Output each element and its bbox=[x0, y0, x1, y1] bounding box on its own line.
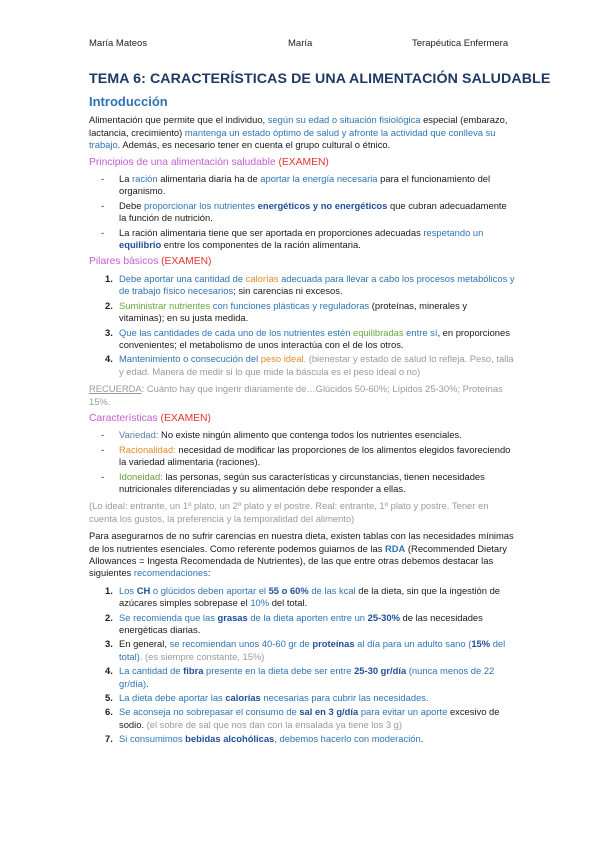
pilares-heading: Pilares básicos (EXAMEN) bbox=[89, 256, 212, 268]
page-title: TEMA 6: CARACTERÍSTICAS DE UNA ALIMENTACIÓN SALUDABLE bbox=[89, 71, 551, 87]
rda-paragraph: Para asegurarnos de no sufrir carencias en nuestra dieta, existen tablas con las necesidades mínimas de los nutrientes esenciales. Como referente podemos guiarnos de las RDA (Recommended Dietary Allowances = Ingesta Recomendada de Nutrientes), de las que entre otras debemos destacar las siguientes recomendaciones: bbox=[89, 530, 514, 579]
list-item: 7. Si consumimos bebidas alcohólicas, debemos hacerlo con moderación. bbox=[105, 733, 424, 745]
caracteristicas-list bbox=[89, 429, 515, 495]
intro-paragraph: Alimentación que permite que el individuo, según su edad o situación fisiológica especial (embarazo, lactancia, crecimiento) mantenga un estado óptimo de salud y afronte la actividad que conlleva su trabajo. Además, es necesario tener en cuenta el grupo cultural o étnico. bbox=[89, 114, 508, 151]
list-item: 4. Mantenimiento o consecución del peso ideal. (bienestar y estado de salud lo refleja. Peso, talla y edad. Manera de medir si lo que mide la báscula es el peso ideal o no) bbox=[105, 353, 514, 377]
principios-list bbox=[89, 173, 515, 251]
list-item: 5. La dieta debe aportar las calorías necesarias para cubrir las necesidades. bbox=[105, 692, 429, 704]
header-author: María Mateos bbox=[89, 38, 148, 49]
list-item: - La ración alimentaria tiene que ser aportada en proporciones adecuadas respetando un equilibrio entre los componentes de la ración alimentaria. bbox=[101, 226, 484, 251]
caracteristicas-note: (Lo ideal: entrante, un 1º plato, un 2º plato y el postre. Real: entrante, 1º plato y postre. Tener en cuenta los gustos, la preferencia y la temporalidad del alimento) bbox=[89, 500, 489, 524]
list-item: 3. En general, se recomiendan unos 40-60 gr de proteínas al día para un adulto sano (15% del total). (es siempre constante, 15%) bbox=[105, 638, 506, 662]
recuerda-note: RECUERDA: Cuánto hay que ingerir diariamente de…Glúcidos 50-60%; Lípidos 25-30%; Proteínas 15%. bbox=[89, 383, 503, 407]
list-item: - Racionalidad: necesidad de modificar las proporciones de los alimentos elegidos favoreciendo la variedad alimentaria (raciones). bbox=[101, 443, 511, 468]
header-subject: Terapéutica Enfermera bbox=[412, 38, 509, 49]
list-item: 1. Debe aportar una cantidad de calorías adecuada para llevar a cabo los procesos metabólicos y de trabajo físico necesarios; sin carencias ni excesos. bbox=[105, 272, 515, 297]
list-item: - Variedad: No existe ningún alimento que contenga todos los nutrientes esenciales. bbox=[101, 429, 462, 441]
recomendaciones-list bbox=[89, 585, 515, 746]
principios-heading: Principios de una alimentación saludable (EXAMEN) bbox=[89, 156, 329, 168]
list-item: - Idoneidad: las personas, según sus características y circunstancias, tienen necesidades nutricionales diferenciadas y su alimentación debe responder a ellas. bbox=[101, 470, 485, 494]
header-center: María bbox=[288, 38, 313, 49]
list-item: - Debe proporcionar los nutrientes energéticos y no energéticos que cubran adecuadamente la función de nutrición. bbox=[101, 199, 507, 224]
intro-heading: Introducción bbox=[89, 94, 168, 109]
list-item: - La ración alimentaria diaria ha de aportar la energía necesaria para el funcionamiento del organismo. bbox=[101, 173, 491, 197]
list-item: 3. Que las cantidades de cada uno de los nutrientes estén equilibradas entre sí, en proporciones convenientes; el metabolismo de unos interactúa con el de los otros. bbox=[105, 326, 510, 350]
list-item: 4. La cantidad de fibra presente en la dieta debe ser entre 25-30 gr/día (nunca menos de 22 gr/día). bbox=[105, 665, 495, 689]
document-body bbox=[89, 96, 515, 751]
list-item: 1. Los CH o glúcidos deben aportar el 55 o 60% de las kcal de la dieta, sin que la ingestión de azúcares simples sobrepase el 10% del total. bbox=[105, 584, 501, 609]
pilares-list bbox=[89, 273, 515, 378]
caracteristicas-heading: Características (EXAMEN) bbox=[89, 412, 211, 424]
list-item: 2. Se recomienda que las grasas de la dieta aporten entre un 25-30% de las necesidades energéticas diarias. bbox=[105, 611, 483, 636]
list-item: 6. Se aconseja no sobrepasar el consumo de sal en 3 g/día para evitar un aporte excesivo de sodio. (el sobre de sal que nos dan con la ensalada ya tiene los 3 g) bbox=[105, 706, 500, 730]
list-item: 2. Suministrar nutrientes con funciones plásticas y reguladoras (proteínas, minerales y vitaminas); en su justa medida. bbox=[105, 299, 468, 324]
